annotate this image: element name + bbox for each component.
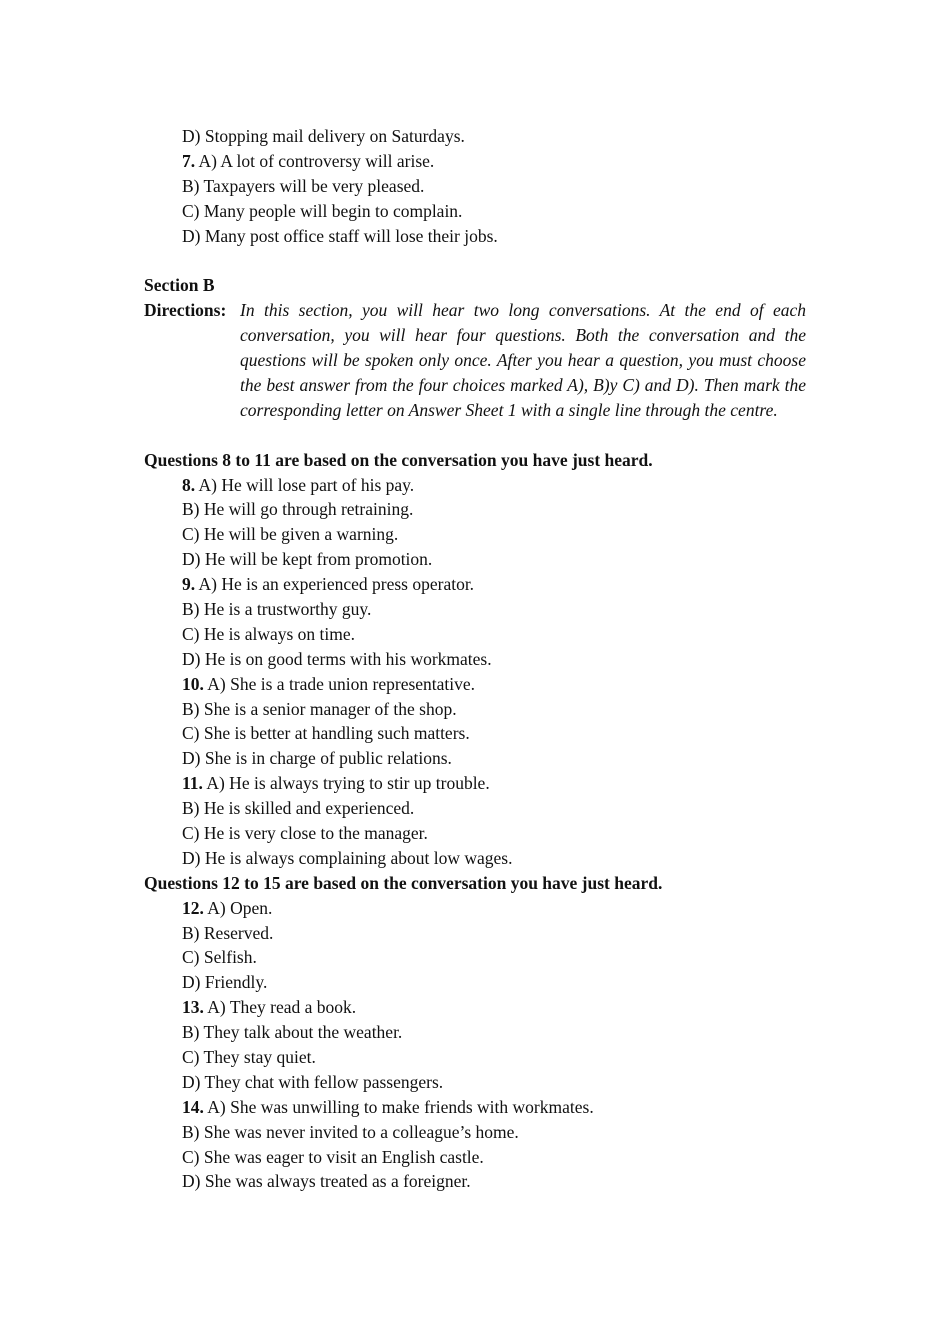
question-number: 8. (182, 474, 196, 495)
question-number: 12. (182, 897, 204, 918)
spacer (144, 423, 806, 448)
option-line (144, 746, 806, 771)
option-text: B) He is a trustworthy guy. (182, 599, 372, 619)
option-text: B) She was never invited to a colleague’s home. (182, 1121, 519, 1142)
option-text: C) He is always on time. (182, 623, 356, 644)
option-text: B) He is skilled and experienced. (182, 798, 415, 819)
option-line (144, 547, 806, 572)
option-text: D) She was always treated as a foreigner. (182, 1171, 471, 1192)
group-heading: Questions 12 to 15 are based on the conversation you have just heard. (144, 872, 663, 893)
option-text: A) He is an experienced press operator. (198, 574, 475, 595)
option-line (144, 124, 806, 149)
option-text: C) She is better at handling such matters. (182, 723, 470, 744)
option-list-top (144, 124, 806, 248)
option-text: C) He will be given a warning. (182, 524, 399, 545)
option-line (144, 846, 806, 871)
option-line (144, 970, 806, 995)
option-line (144, 622, 806, 647)
option-text: D) She is in charge of public relations. (182, 748, 452, 769)
option-text: B) They talk about the weather. (182, 1022, 403, 1043)
group-heading: Questions 8 to 11 are based on the conversation you have just heard. (144, 449, 653, 470)
page-content (144, 124, 806, 1194)
option-text: C) She was eager to visit an English castle. (182, 1146, 484, 1167)
option-text: A) They read a book. (207, 997, 357, 1018)
option-text: D) He is on good terms with his workmates. (182, 648, 492, 669)
option-text: D) They chat with fellow passengers. (182, 1071, 444, 1092)
question-number: 11. (182, 773, 203, 794)
option-text: B) Reserved. (182, 922, 274, 943)
directions-text: In this section, you will hear two long conversations. At the end of each conversation, you will hear four questions. Both the conversation and the questions will be spoken only once. After you hear a question, you must choose the best answer from the four choices marked A), B)y C) and D). Then mark the corresponding letter on Answer Sheet 1 with a single line through the centre. (240, 300, 806, 420)
option-line (144, 1070, 806, 1095)
option-line (144, 821, 806, 846)
option-line (144, 572, 806, 597)
option-text: B) She is a senior manager of the shop. (182, 698, 457, 719)
option-line (144, 945, 806, 970)
option-text: C) Selfish. (182, 947, 257, 968)
question-number: 9. (182, 574, 196, 595)
question-number: 10. (182, 673, 204, 694)
option-line (144, 497, 806, 522)
question-number: 13. (182, 997, 204, 1018)
option-line (144, 1145, 806, 1170)
option-line (144, 995, 806, 1020)
option-line (144, 721, 806, 746)
option-line (144, 672, 806, 697)
option-line (144, 224, 806, 249)
option-line (144, 1095, 806, 1120)
option-text: C) Many people will begin to complain. (182, 200, 463, 221)
option-text: B) He will go through retraining. (182, 499, 414, 520)
option-line (144, 1045, 806, 1070)
option-line (144, 473, 806, 498)
option-line (144, 597, 806, 622)
option-line (144, 647, 806, 672)
option-list-group1 (144, 473, 806, 871)
spacer (144, 248, 806, 273)
option-text: B) Taxpayers will be very pleased. (182, 175, 425, 196)
option-text: D) Many post office staff will lose their jobs. (182, 225, 498, 246)
section-title: Section B (144, 275, 215, 296)
option-text: D) Friendly. (182, 972, 268, 993)
option-line (144, 771, 806, 796)
option-text: D) Stopping mail delivery on Saturdays. (182, 126, 465, 146)
option-text: C) They stay quiet. (182, 1047, 316, 1068)
option-line (144, 174, 806, 199)
option-line (144, 697, 806, 722)
question-number: 7. (182, 150, 196, 171)
option-line (144, 896, 806, 921)
directions-label: Directions: (144, 300, 227, 321)
option-text: A) A lot of controversy will arise. (198, 150, 435, 171)
option-text: A) She is a trade union representative. (207, 673, 476, 694)
option-line (144, 921, 806, 946)
option-line (144, 1169, 806, 1194)
option-line (144, 1020, 806, 1045)
directions-block (144, 298, 806, 423)
option-text: A) Open. (207, 897, 273, 918)
option-list-group2 (144, 896, 806, 1195)
option-text: C) He is very close to the manager. (182, 823, 428, 844)
option-text: A) She was unwilling to make friends with workmates. (207, 1096, 594, 1117)
option-text: D) He is always complaining about low wages. (182, 847, 513, 868)
question-number: 14. (182, 1096, 204, 1117)
option-line (144, 199, 806, 224)
option-line (144, 149, 806, 174)
option-text: D) He will be kept from promotion. (182, 549, 433, 570)
option-line (144, 1120, 806, 1145)
option-text: A) He is always trying to stir up trouble. (206, 773, 490, 794)
option-line (144, 522, 806, 547)
option-text: A) He will lose part of his pay. (198, 474, 415, 495)
option-line (144, 796, 806, 821)
